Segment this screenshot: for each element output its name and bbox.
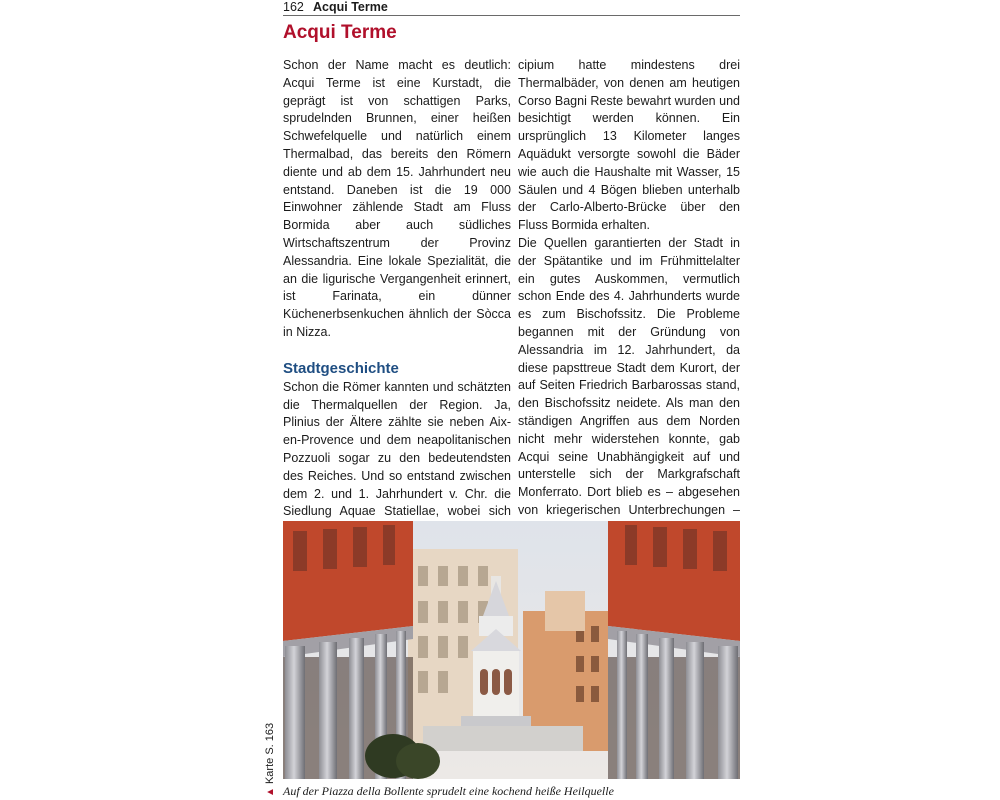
page-number: 162	[283, 0, 304, 14]
map-reference	[264, 723, 277, 797]
piazza-bollente-photo	[283, 521, 740, 779]
running-header	[283, 0, 740, 16]
section-heading: Stadtgeschichte	[283, 359, 399, 377]
photo-caption: Auf der Piazza della Bollente sprudelt eine kochend heiße Heilquelle	[283, 784, 614, 798]
history-paragraph-part-2: cipium hatte mindestens drei Thermalbäder, von denen am heutigen Corso Bagni Reste bewahrt wurden und besichtigt werden können. Ein ursprünglich 13 Kilometer langes Aquädukt versorgte sowohl die Bäder wie auch die Haushalte mit Wasser, 15 Säulen und 4 Bögen blieben unterhalb der Carlo-Alberto-Brücke über den Fluss Bormida erhalten.	[518, 58, 740, 233]
map-reference-text: Karte S. 163	[264, 722, 276, 785]
history-paragraph-part-1: Schon die Römer kannten und schätzten die Thermalquellen der Region. Ja, Plinius der Ältere zählte sie neben Aix-en-Provence und dem neapolitanischen Pozzuoli sogar zu den bedeutendsten des Reiches. Und so entstand zwischen dem 2. und 1. Jahrhundert v. Chr. die Siedlung Aquae Statiellae, wobei sich	[283, 379, 511, 519]
intro-paragraph: Schon der Name macht es deutlich: Acqui Terme ist eine Kurstadt, die geprägt ist von schattigen Parks, sprudelnden Brunnen, einer heißen Schwefelquelle und natürlich einem Thermalbad, das bereits den Römern diente und ab dem 15. Jahrhundert neu entstand. Daneben ist die 19 000 Einwohner zählende Stadt am Fluss Bormida aber auch südliches Wirtschaftszentrum der Provinz Alessandria. Eine lokale Spezialität, die an die ligurische Vergangenheit erinnert, ist Farinata, ein dünner Küchenerbsenkuchen ähnlich der Sòcca in Nizza.	[283, 58, 511, 339]
running-title: Acqui Terme	[313, 0, 388, 14]
triangle-marker-icon: ▲	[265, 787, 276, 797]
text-column-right	[518, 57, 740, 538]
history-paragraph-2: Die Quellen garantierten der Stadt in der Spätantike und im Frühmittelalter ein gutes Auskommen, vermutlich schon Ende des 4. Jahrhunderts wurde es zum Bischofssitz. Die Probleme begannen mit der Gründung von Alessandria im 12. Jahrhundert, da diese papsttreue Stadt dem Kurort, der auf Seiten Friedrich Barbarossas stand, den Bischofssitz neidete. Als man den ständigen Angriffen aus dem Norden nicht mehr widerstehen konnte, gab Acqui seine Unabhängigkeit auf und unterstelle sich der Markgrafschaft Monferrato. Dort blieb es – abgesehen von kriegerischen Unterbrechungen –	[518, 235, 740, 517]
text-column-left	[283, 57, 511, 575]
chapter-title: Acqui Terme	[283, 22, 397, 43]
